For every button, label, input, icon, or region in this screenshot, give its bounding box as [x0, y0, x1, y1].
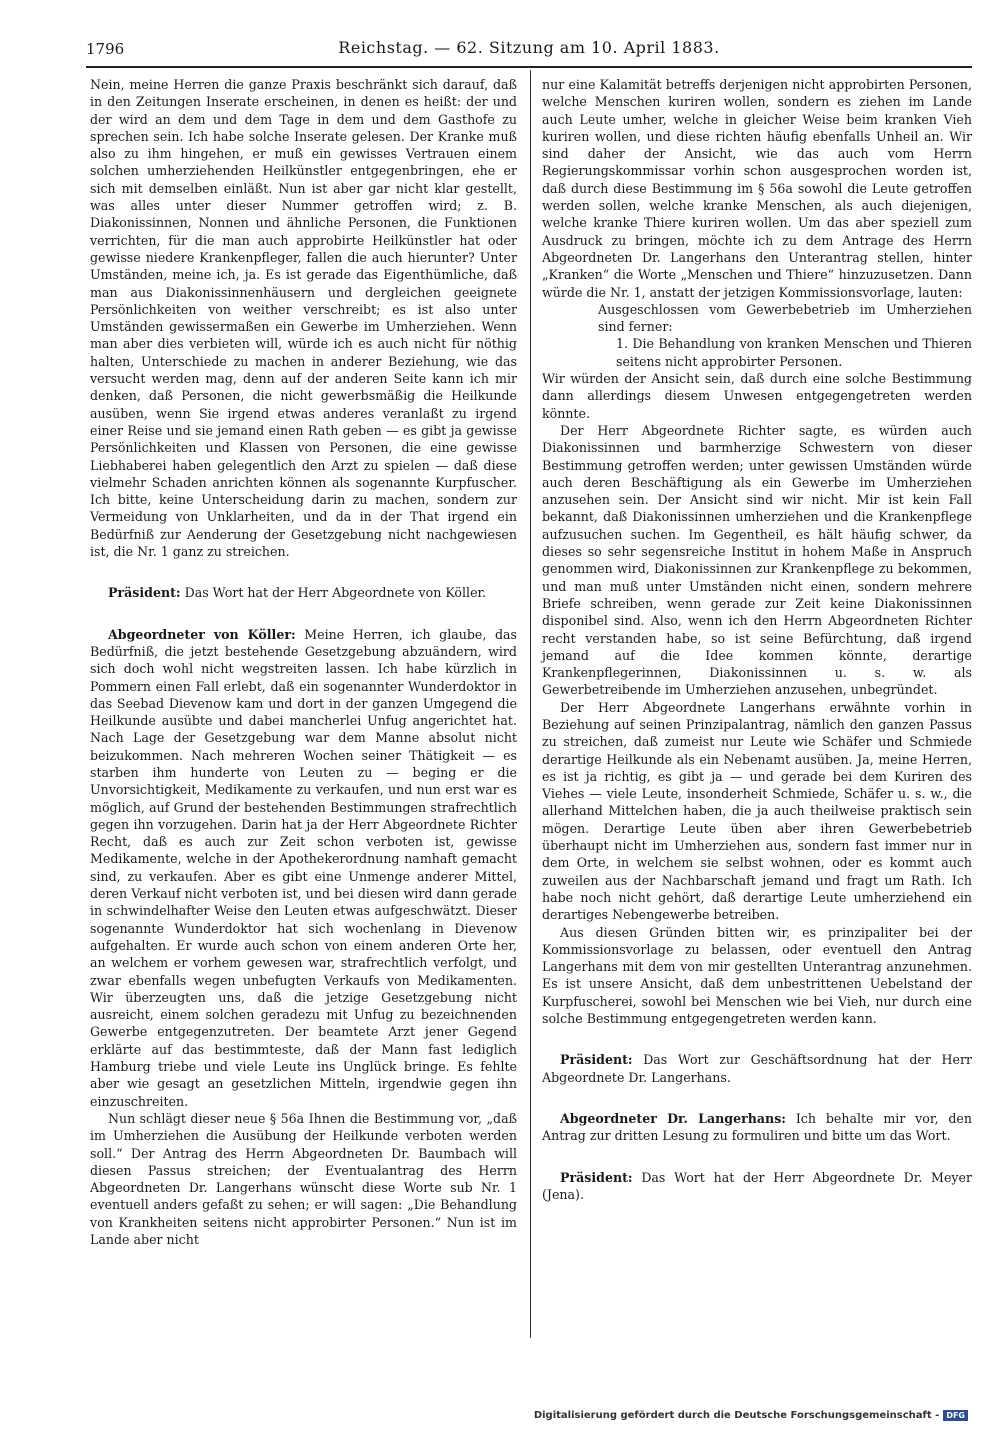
- paragraph: Nein, meine Herren die ganze Praxis beschränkt sich darauf, daß in den Zeitungen Inserate erscheinen, in denen es heißt: der und der wird an dem und dem Tage in dem und dem Gasthofe zu sprechen sein. Ich habe solche Inserate gelesen. Der Kranke muß also zu ihm hingehen, er muß ein gewisses Vertrauen einem solchen umherziehenden Heilkünstler entgegenbringen, ehe er sich mit demselben einläßt. Nun ist aber gar nicht klar gestellt, was alles unter dieser Nummer getroffen wird; z. B. Diakonissinnen, Nonnen und ähnliche Personen, die Funktionen verrichten, für die man auch approbirte Heilkünstler hat oder gewisse niedere Krankenpfleger, fallen die auch hierunter? Unter Umständen, meine ich, ja. Es ist gerade das Eigenthümliche, daß man aus Diakonissinnenhäusern und dergleichen geeignete Persönlichkeiten von weither verschreibt; es ist also unter Umständen gewissermaßen ein Gewerbe im Umherziehen. Wenn man aber dies verbieten will, würde ich es auch nicht für nöthig halten, Unterschiede zu machen in anderer Beziehung, wie das versucht werden mag, denn auf der anderen Seite kann ich mir denken, daß Personen, die nicht gewerbsmäßig die Heilkunde ausüben, wenn Sie irgend etwas anderes veranlaßt zu irgend einer Reise und sie jemand einen Rath geben — es gibt ja gewisse Persönlichkeiten und Klassen von Personen, die eine gewisse Liebhaberei haben gelegentlich den Arzt zu spielen — daß diese vielmehr Schaden anrichten können als sogenannte Kurpfuscher. Ich bitte, keine Unterscheidung darin zu machen, sondern zur Vermeidung von Unklarheiten, und da in der That irgend ein Bedürfniß zur Aenderung der Gesetzgebung nicht nachgewiesen ist, die Nr. 1 ganz zu streichen.: [90, 77, 517, 560]
- speaker-label: Abgeordneter Dr. Langerhans:: [560, 1110, 786, 1126]
- paragraph: nur eine Kalamität betreffs derjenigen nicht approbirten Personen, welche Menschen kuriren wollen, sondern es ziehen im Lande auch Leute umher, welche in gleicher Weise beim kranken Vieh kuriren wollen, und diese richten häufig ebenfalls Unheil an. Wir sind daher der Ansicht, wie das auch vom Herrn Regierungskommissar vorhin schon ausgesprochen worden ist, daß durch diese Bestimmung im § 56a sowohl die Leute getroffen werden sollen, welche kranke Menschen, als auch diejenigen, welche kranke Thiere kuriren wollen. Um das aber speziell zum Ausdruck zu bringen, möchte ich zu dem Antrage des Herrn Abgeordneten Dr. Langerhans den Unterantrag stellen, hinter „Kranken“ die Worte „Menschen und Thiere“ hinzuzusetzen. Dann würde die Nr. 1, anstatt der jetzigen Kommissionsvorlage, lauten:: [542, 77, 972, 300]
- dfg-logo: DFG: [943, 1410, 968, 1421]
- speaker-label: Präsident:: [560, 1052, 633, 1068]
- quoted-text: Ausgeschlossen vom Gewerbebetrieb im Umherziehen sind ferner:: [598, 301, 972, 335]
- left-column: [90, 76, 517, 1248]
- speech-text: Das Wort hat der Herr Abgeordnete Dr. Meyer (Jena).: [542, 1169, 972, 1202]
- running-title: Reichstag. — 62. Sitzung am 10. April 1883.: [338, 38, 720, 57]
- paragraph: Nun schlägt dieser neue § 56a Ihnen die Bestimmung vor, „daß im Umherziehen die Ausübung der Heilkunde verboten werden soll.“ Der Antrag des Herrn Abgeordneten Dr. Baumbach will diesen Passus streichen; der Eventualantrag des Herrn Abgeordneten Dr. Langerhans wünscht diese Worte sub Nr. 1 eventuell anders gefaßt zu sehen; er will sagen: „Die Behandlung von Krankheiten seitens nicht approbirter Personen.“ Nun ist im Lande aber nicht: [90, 1110, 517, 1247]
- paragraph: Aus diesen Gründen bitten wir, es prinzipaliter bei der Kommissionsvorlage zu belassen, oder eventuell den Antrag Langerhans mit dem von mir gestellten Unterantrag anzunehmen. Es ist unsere Ansicht, daß dem unbestrittenen Uebelstand der Kurpfuscherei, sowohl bei Menschen wie bei Vieh, nur durch eine solche Bestimmung entgegengetreten werden kann.: [542, 924, 972, 1027]
- speaker-label: Präsident:: [560, 1169, 633, 1185]
- digitization-footer: [534, 1410, 968, 1421]
- speech-text: Das Wort hat der Herr Abgeordnete von Köller.: [184, 585, 487, 601]
- speech-text: Das Wort zur Geschäftsordnung hat der Herr Abgeordnete Dr. Langerhans.: [542, 1052, 972, 1085]
- footer-text: Digitalisierung gefördert durch die Deutsche Forschungsgemeinschaft -: [533, 1410, 940, 1421]
- speaker-label: Abgeordneter von Köller:: [108, 626, 296, 642]
- page-number: 1796: [86, 40, 125, 58]
- quoted-text: 1. Die Behandlung von kranken Menschen und Thieren seitens nicht approbirter Personen.: [616, 336, 972, 369]
- paragraph: Wir würden der Ansicht sein, daß durch eine solche Bestimmung dann allerdings diesem Unwesen entgegengetreten werden könnte.: [542, 371, 972, 421]
- header-rule: [86, 66, 972, 68]
- paragraph: [90, 626, 517, 1110]
- paragraph: Der Herr Abgeordnete Richter sagte, es würden auch Diakonissinnen und barmherzige Schwestern von dieser Bestimmung getroffen werden; unter gewissen Umständen würde auch deren Beschäftigung als ein Gewerbe im Umherziehen anzusehen sein. Der Ansicht sind wir nicht. Mir ist kein Fall bekannt, daß Diakonissinnen umherziehen und die Krankenpflege aufzusuchen suchen. Im Gegentheil, es hält häufig schwer, da dieses so sehr segensreiche Institut in hohem Maße in Anspruch genommen wird, Diakonissinnen zur Krankenpflege zu bekommen, und man muß unter Umständen nicht einen, sondern mehrere Briefe schreiben, wenn gerade zur Zeit keine Diakonissinnen disponibel sind. Also, wenn ich den Herrn Abgeordneten Richter recht verstanden habe, so ist seine Befürchtung, daß irgend jemand auf die Idee kommen könnte, derartige Krankenpflegerinnen, Diakonissinnen u. s. w. als Gewerbetreibende im Umherziehen anzusehen, unbegründet.: [542, 422, 972, 698]
- paragraph: [90, 584, 517, 601]
- paragraph: [542, 1110, 972, 1145]
- paragraph: [542, 1169, 972, 1204]
- right-column: [542, 76, 972, 1203]
- page-header: [86, 38, 972, 62]
- speaker-label: Präsident:: [108, 585, 181, 601]
- paragraph: Der Herr Abgeordnete Langerhans erwähnte vorhin in Beziehung auf seinen Prinzipalantrag, nämlich den ganzen Passus zu streichen, daß zumeist nur Leute wie Schäfer und Schmiede derartige Heilkunde als ein Nebenamt ausüben. Ja, meine Herren, es ist ja richtig, es gibt ja — und gerade bei dem Kuriren des Viehes — viele Leute, insonderheit Schmiede, Schäfer u. s. w., die allerhand Mittelchen haben, die ja auch theilweise praktisch sein mögen. Derartige Leute üben aber ihren Gewerbebetrieb überhaupt nicht im Umherziehen aus, sondern fast immer nur in dem Orte, in welchem sie selbst wohnen, oder es kommt auch zuweilen aus der Nachbarschaft jemand und fragt um Rath. Ich habe noch nicht gehört, daß derartige Leute umherziehend ein derartiges Nebengewerbe betreiben.: [542, 699, 972, 923]
- paragraph: [542, 1051, 972, 1086]
- column-divider: [530, 70, 531, 1338]
- speech-text: Meine Herren, ich glaube, das Bedürfniß, die jetzt bestehende Gesetzgebung abzuändern, wird sich doch wohl nicht wegstreiten lassen. Ich habe kürzlich in Pommern einen Fall erlebt, daß ein sogenannter Wunderdoktor in das Seebad Dievenow kam und dort in der ganzen Umgegend die Heilkunde ausübte und dabei mancherlei Unfug angerichtet hat. Nach Lage der Gesetzgebung war dem Manne absolut nicht beizukommen. Nach mehreren Wochen seiner Thätigkeit — es starben ihm hunderte von Leuten zu — beging er die Unvorsichtigkeit, Medikamente zu verkaufen, und nun erst war es möglich, auf Grund der bestehenden Bestimmungen strafrechtlich gegen ihn vorzugehen. Darin hat ja der Herr Abgeordnete Richter Recht, daß es auch zur Zeit schon verboten ist, gewisse Medikamente, welche in der Apothekerordnung namhaft gemacht sind, zu verkaufen. Aber es gibt eine Unmenge anderer Mittel, deren Verkauf nicht verboten ist, und bei diesen wird dann gerade in schwindelhafter Weise den Leuten etwas aufgeschwätzt. Dieser sogenannte Wunderdoktor hat sich wochenlang in Dievenow aufgehalten. Er wurde auch schon von einem anderen Orte her, an welchem er vorhem gewesen war, strafrechtlich verfolgt, und zwar ebenfalls wegen unbefugten Verkaufs von Medikamenten. Wir überzeugten uns, daß die jetzige Gesetzgebung nicht ausreicht, einem solchen geradezu mit Unfug zu bezeichnenden Gewerbe entgegenzutreten. Der beamtete Arzt jener Gegend erklärte auf das bestimmteste, daß der Mann fast lediglich Hamburg triebe und viele Leute ins Unglück bringe. Es fehlte aber wie gesagt an gesetzlichen Mitteln, irgendwie gegen ihn einzuschreiten.: [90, 626, 517, 1109]
- speech-text: Ich behalte mir vor, den Antrag zur dritten Lesung zu formuliren und bitte um das Wort.: [542, 1110, 972, 1144]
